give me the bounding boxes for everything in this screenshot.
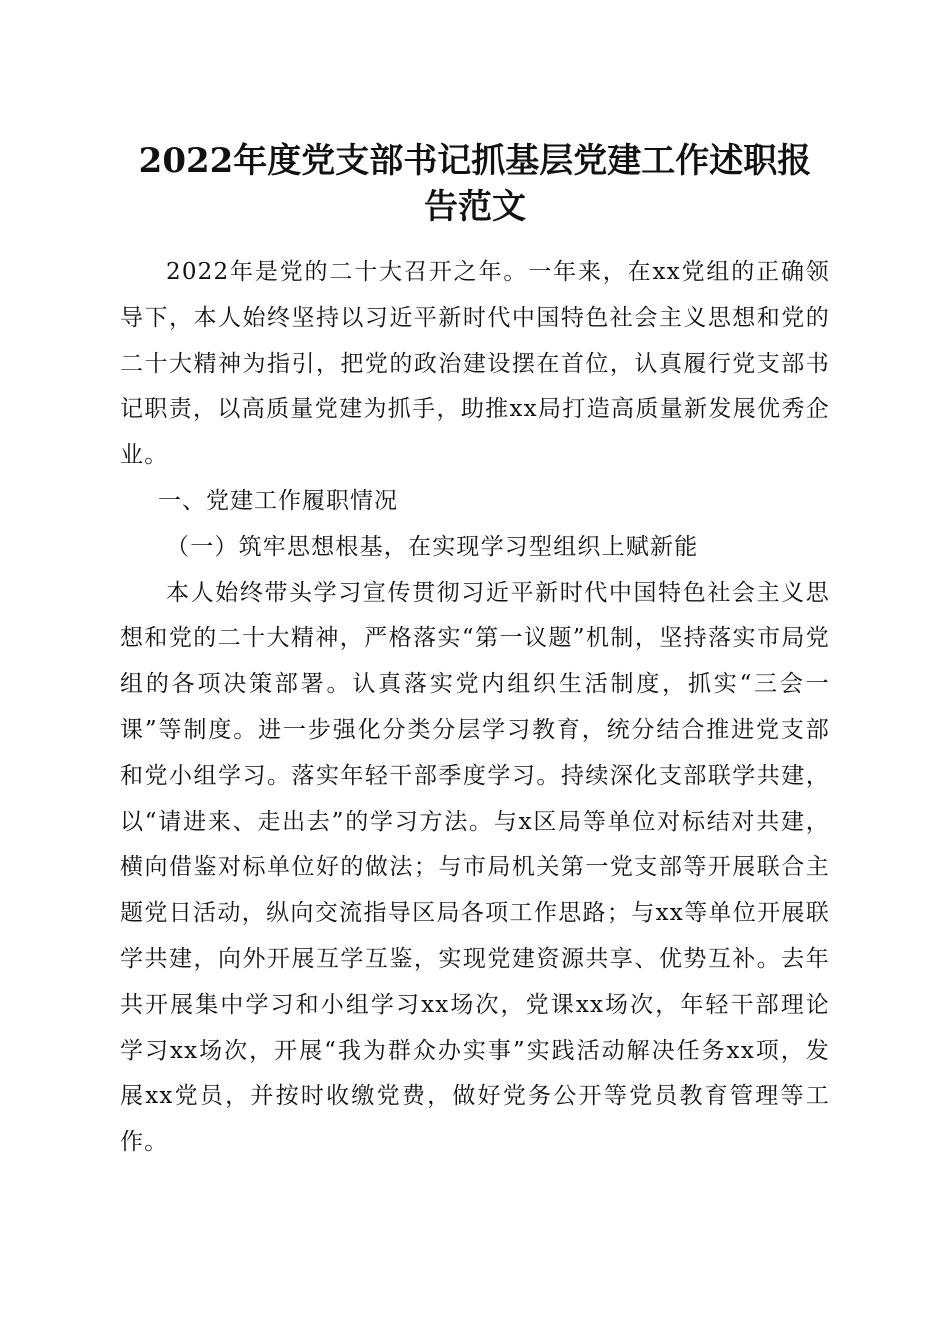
section-heading-1: 一、党建工作履职情况 (158, 487, 398, 514)
document-title (120, 138, 830, 230)
document-body (120, 250, 830, 1166)
subsection-1-paragraph: 本人始终带头学习宣传贯彻习近平新时代中国特色社会主义思想和党的二十大精神，严格落实“第一议题”机制，坚持落实市局党组的各项决策部署。认真落实党内组织生活制度，抓实“三会一课”等制度。进一步强化分类分层学习教育，统分结合推进党支部和党小组学习。落实年轻干部季度学习。持续深化支部联学共建，以“请进来、走出去”的学习方法。与x区局等单位对标结对共建，横向借鉴对标单位好的做法；与市局机关第一党支部等开展联合主题党日活动，纵向交流指导区局各项工作思路；与xx等单位开展联学共建，向外开展互学互鉴，实现党建资源共享、优势互补。去年共开展集中学习和小组学习xx场次，党课xx场次，年轻干部理论学习xx场次，开展“我为群众办实事”实践活动解决任务xx项，发展xx党员，并按时收缴党费，做好党务公开等党员教育管理等工作。 (120, 579, 830, 1156)
document-title-line-2: 告范文 (424, 187, 526, 227)
subsection-heading-1: （一）筑牢思想根基，在实现学习型组织上赋新能 (166, 533, 699, 560)
document-title-line-1: 2022年度党支部书记抓基层党建工作述职报 (138, 141, 812, 181)
intro-paragraph: 2022年是党的二十大召开之年。一年来，在xx党组的正确领导下，本人始终坚持以习近平新时代中国特色社会主义思想和党的二十大精神为指引，把党的政治建设摆在首位，认真履行党支部书记职责，以高质量党建为抓手，助推xx局打造高质量新发展优秀企业。 (120, 259, 830, 469)
